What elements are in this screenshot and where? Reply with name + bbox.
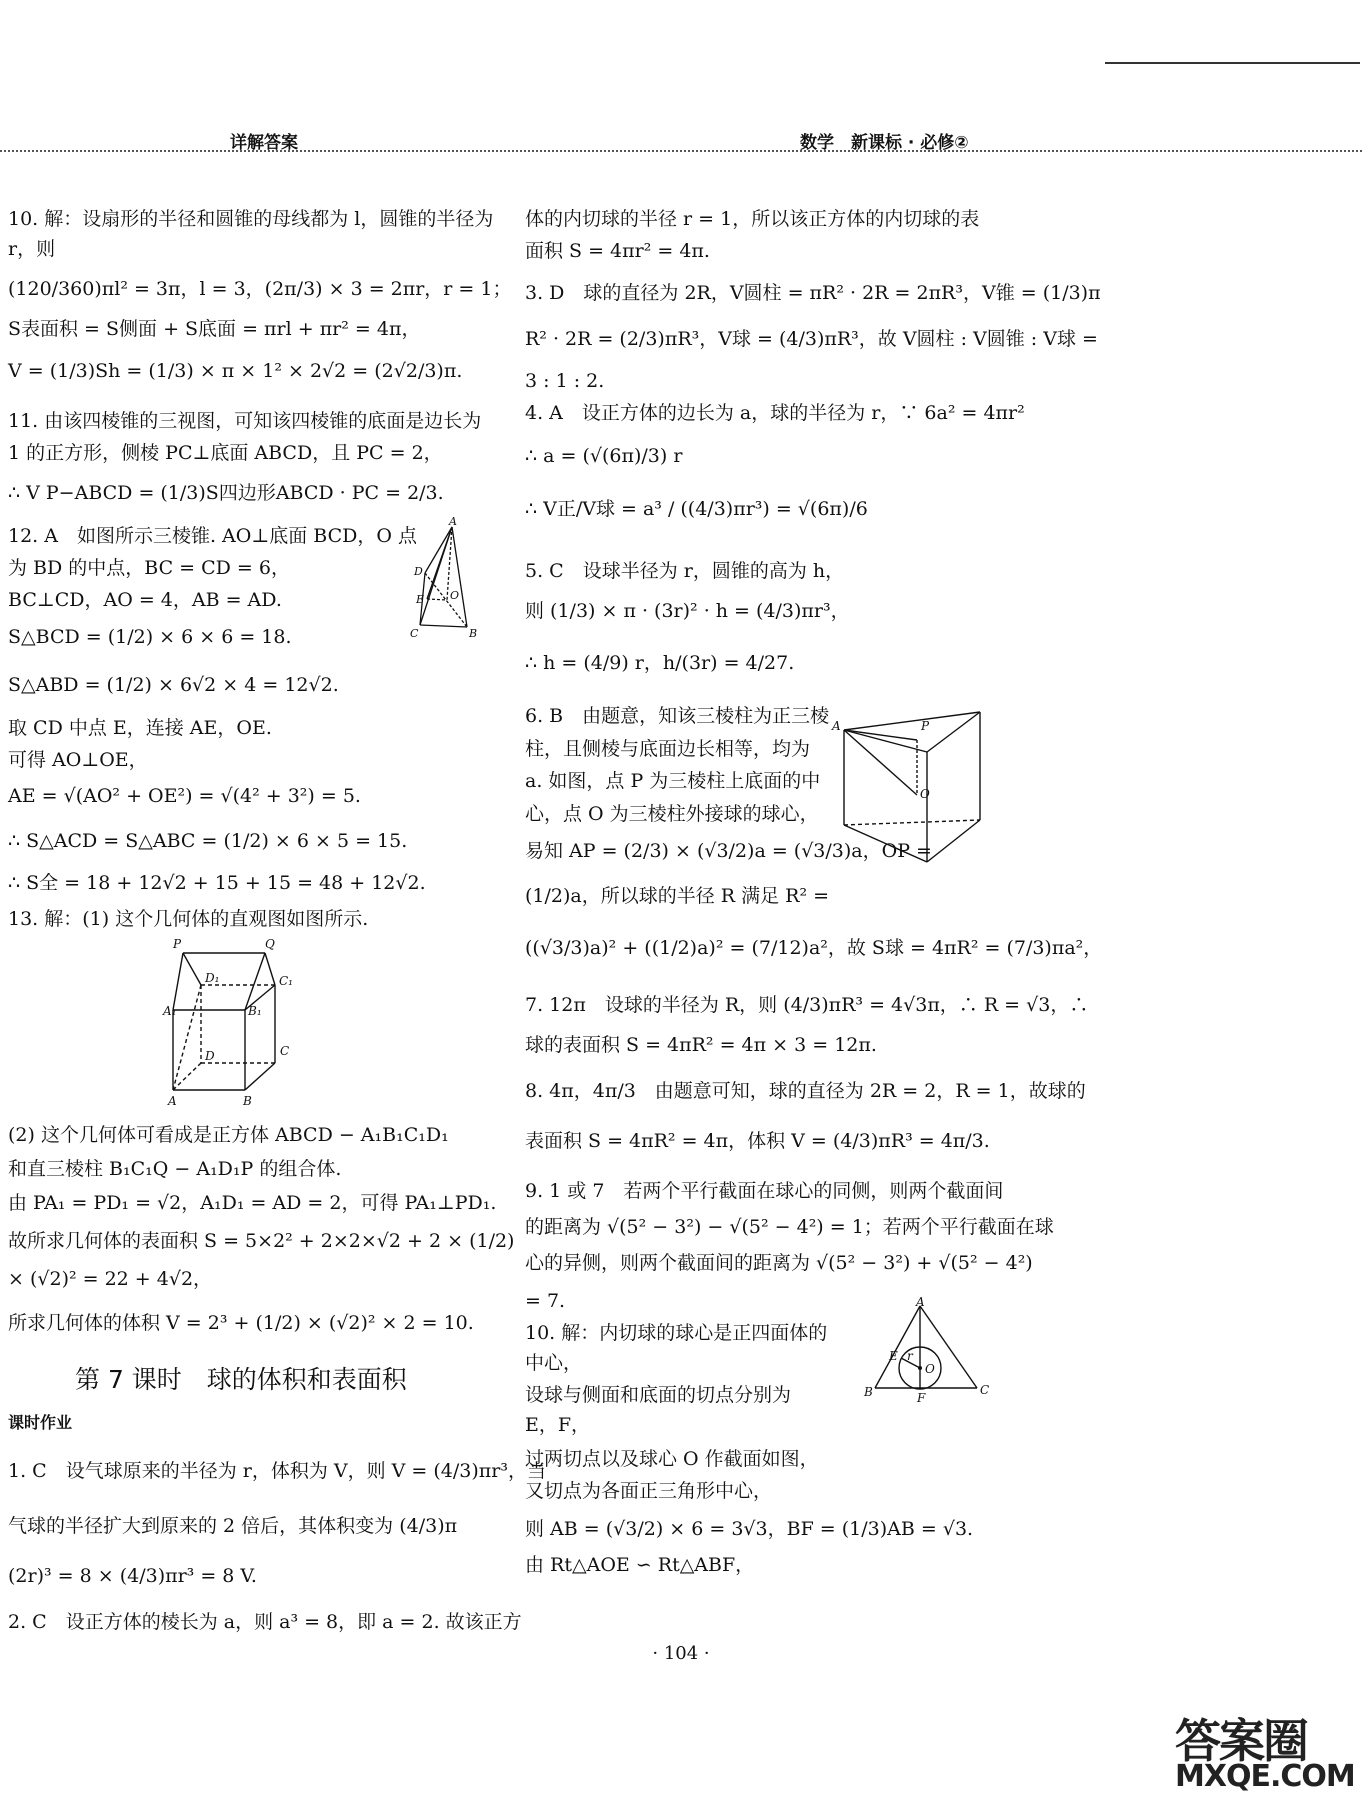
text-line: 过两切点以及球心 O 作截面如图， xyxy=(525,1448,819,1470)
tetra-label: C xyxy=(410,627,419,640)
prism-label: P xyxy=(921,719,930,733)
text-line: ∴ S全 = 18 + 12√2 + 15 + 15 = 48 + 12√2. xyxy=(8,872,426,894)
composite-solid-figure xyxy=(165,935,340,1110)
tetra-label: B xyxy=(469,627,478,640)
text-line: 8. 4π，4π/3 由题意可知，球的直径为 2R = 2，R = 1，故球的 xyxy=(525,1080,1086,1102)
text-line: 和直三棱柱 B₁C₁Q − A₁D₁P 的组合体. xyxy=(8,1158,342,1180)
text-line: 7. 12π 设球的半径为 R，则 (4/3)πR³ = 4√3π，∴ R = √3，∴ xyxy=(525,994,1089,1016)
text-line: S表面积 = S侧面 + S底面 = πrl + πr² = 4π， xyxy=(8,318,421,340)
text-line: r，则 xyxy=(8,238,56,260)
prism-label: A xyxy=(832,719,841,733)
tetra-label: A xyxy=(449,515,457,528)
circle-label: A xyxy=(916,1295,925,1309)
text-line: BC⊥CD，AO = 4，AB = AD. xyxy=(8,589,282,611)
text-line: 气球的半径扩大到原来的 2 倍后，其体积变为 (4/3)π xyxy=(8,1515,458,1537)
text-line: 3 : 1 : 2. xyxy=(525,370,605,392)
text-line: 表面积 S = 4πR² = 4π，体积 V = (4/3)πR³ = 4π/3. xyxy=(525,1130,990,1152)
text-line: 则 AB = (√3/2) × 6 = 3√3，BF = (1/3)AB = √3. xyxy=(525,1518,974,1540)
solid-label: C₁ xyxy=(279,974,293,988)
section-title: 第 7 课时 球的体积和表面积 xyxy=(75,1365,407,1394)
text-line: 12. A 如图所示三棱锥. AO⊥底面 BCD，O 点 xyxy=(8,525,417,547)
text-line: 则 (1/3) × π · (3r)² · h = (4/3)πr³， xyxy=(525,600,850,622)
solid-label: A xyxy=(168,1094,177,1108)
text-line: 10. 解：设扇形的半径和圆锥的母线都为 l，圆锥的半径为 xyxy=(8,208,494,230)
text-line: (1/2)a，所以球的半径 R 满足 R² = xyxy=(525,885,830,907)
text-line: 取 CD 中点 E，连接 AE，OE. xyxy=(8,717,272,739)
tetra-label: E xyxy=(416,593,425,606)
solid-label: A₁ xyxy=(163,1004,177,1018)
text-line: 柱，且侧棱与底面边长相等，均为 xyxy=(525,738,811,760)
text-line: 中心， xyxy=(525,1352,583,1374)
text-line: ∴ V P−ABCD = (1/3)S四边形ABCD · PC = 2/3. xyxy=(8,482,444,504)
text-line: ∴ h = (4/9) r，h/(3r) = 4/27. xyxy=(525,652,795,674)
solid-label: B xyxy=(243,1094,252,1108)
text-line: ∴ V正/V球 = a³ / ((4/3)πr³) = √(6π)/6 xyxy=(525,498,868,520)
circle-label: O xyxy=(925,1362,935,1376)
text-line: 5. C 设球半径为 r，圆锥的高为 h， xyxy=(525,560,845,582)
circle-label: C xyxy=(980,1383,990,1397)
text-line: 4. A 设正方体的边长为 a，球的半径为 r，∵ 6a² = 4πr² xyxy=(525,402,1025,424)
text-line: = 7. xyxy=(525,1290,566,1312)
text-line: 故所求几何体的表面积 S = 5×2² + 2×2×√2 + 2 × (1/2) xyxy=(8,1230,515,1252)
text-line: 心，点 O 为三棱柱外接球的球心， xyxy=(525,803,819,825)
tetrahedron-figure xyxy=(405,515,505,640)
text-line: 可得 AO⊥OE， xyxy=(8,749,148,771)
header-right: 数学 新课标 · 必修② xyxy=(800,133,969,153)
watermark-logo: 答案圈 xyxy=(1175,1714,1307,1768)
text-line: ∴ a = (√(6π)/3) r xyxy=(525,445,683,467)
solid-label: C xyxy=(280,1044,290,1058)
text-line: × (√2)² = 22 + 4√2， xyxy=(8,1268,213,1290)
text-line: 13. 解：(1) 这个几何体的直观图如图所示. xyxy=(8,908,369,930)
text-line: a. 如图，点 P 为三棱柱上底面的中 xyxy=(525,770,821,792)
text-line: 11. 由该四棱锥的三视图，可知该四棱锥的底面是边长为 xyxy=(8,410,482,432)
text-line: R² · 2R = (2/3)πR³，V球 = (4/3)πR³，故 V圆柱 : V圆锥 : V球 = xyxy=(525,328,1098,350)
text-line: ((√3/3)a)² + ((1/2)a)² = (7/12)a²，故 S球 = 4πR² = (7/3)πa²， xyxy=(525,937,1103,959)
text-line: AE = √(AO² + OE²) = √(4² + 3²) = 5. xyxy=(8,785,361,807)
tetra-label: O xyxy=(450,589,460,602)
solid-label: D xyxy=(205,1049,215,1063)
inscribed-circle-figure xyxy=(855,1295,1000,1408)
header-left: 详解答案 xyxy=(230,133,298,153)
text-line: 由 PA₁ = PD₁ = √2，A₁D₁ = AD = 2，可得 PA₁⊥PD₁. xyxy=(8,1192,497,1214)
text-line: 面积 S = 4πr² = 4π. xyxy=(525,240,710,262)
text-line: 体的内切球的半径 r = 1，所以该正方体的内切球的表 xyxy=(525,208,980,230)
text-line: 6. B 由题意，知该三棱柱为正三棱 xyxy=(525,705,830,727)
text-line: 为 BD 的中点，BC = CD = 6， xyxy=(8,557,290,579)
text-line: 1. C 设气球原来的半径为 r，体积为 V，则 V = (4/3)πr³，当 xyxy=(8,1460,546,1482)
text-line: (2) 这个几何体可看成是正方体 ABCD − A₁B₁C₁D₁ xyxy=(8,1124,449,1146)
tetra-label: D xyxy=(414,565,423,578)
page-number: · 104 · xyxy=(652,1643,710,1664)
text-line: 1 的正方形，侧棱 PC⊥底面 ABCD，且 PC = 2， xyxy=(8,442,443,464)
solid-label: B₁ xyxy=(248,1004,262,1018)
text-line: (2r)³ = 8 × (4/3)πr³ = 8 V. xyxy=(8,1565,257,1587)
circle-label: r xyxy=(907,1349,913,1363)
text-line: E，F， xyxy=(525,1414,591,1436)
text-line: S△BCD = (1/2) × 6 × 6 = 18. xyxy=(8,626,292,648)
solid-label: D₁ xyxy=(205,971,220,985)
text-line: S△ABD = (1/2) × 6√2 × 4 = 12√2. xyxy=(8,674,339,696)
text-line: 2. C 设正方体的棱长为 a，则 a³ = 8，即 a = 2. 故该正方 xyxy=(8,1611,522,1633)
text-line: 9. 1 或 7 若两个平行截面在球心的同侧，则两个截面间 xyxy=(525,1180,1004,1202)
circle-label: B xyxy=(864,1385,873,1399)
text-line: 3. D 球的直径为 2R，V圆柱 = πR² · 2R = 2πR³，V锥 = (1/3)π xyxy=(525,282,1101,304)
header-divider xyxy=(0,150,1362,152)
section-subtitle: 课时作业 xyxy=(8,1413,73,1432)
prism-label: O xyxy=(920,787,930,801)
header-top-rule xyxy=(1105,62,1360,64)
circle-label: E xyxy=(889,1349,898,1363)
circle-label: F xyxy=(917,1391,926,1405)
solid-label: Q xyxy=(265,937,275,951)
text-line: 易知 AP = (2/3) × (√3/2)a = (√3/3)a，OP = xyxy=(525,840,932,862)
watermark xyxy=(1175,1705,1355,1795)
text-line: V = (1/3)Sh = (1/3) × π × 1² × 2√2 = (2√2/3)π. xyxy=(8,360,463,382)
watermark-url: MXQE.COM xyxy=(1175,1759,1355,1794)
text-line: 球的表面积 S = 4πR² = 4π × 3 = 12π. xyxy=(525,1034,877,1056)
text-line: 心的异侧，则两个截面间的距离为 √(5² − 3²) + √(5² − 4²) xyxy=(525,1252,1033,1274)
text-line: (120/360)πl² = 3π，l = 3，(2π/3) × 3 = 2πr，r = 1； xyxy=(8,278,512,300)
text-line: 所求几何体的体积 V = 2³ + (1/2) × (√2)² × 2 = 10. xyxy=(8,1312,474,1334)
text-line: 由 Rt△AOE ∽ Rt△ABF， xyxy=(525,1554,755,1576)
text-line: 设球与侧面和底面的切点分别为 xyxy=(525,1384,792,1406)
text-line: ∴ S△ACD = S△ABC = (1/2) × 6 × 5 = 15. xyxy=(8,830,408,852)
prism-figure xyxy=(832,700,992,870)
text-line: 的距离为 √(5² − 3²) − √(5² − 4²) = 1；若两个平行截面在球 xyxy=(525,1216,1054,1238)
solid-label: P xyxy=(173,937,182,951)
text-line: 10. 解：内切球的球心是正四面体的 xyxy=(525,1322,828,1344)
text-line: 又切点为各面正三角形中心， xyxy=(525,1480,773,1502)
